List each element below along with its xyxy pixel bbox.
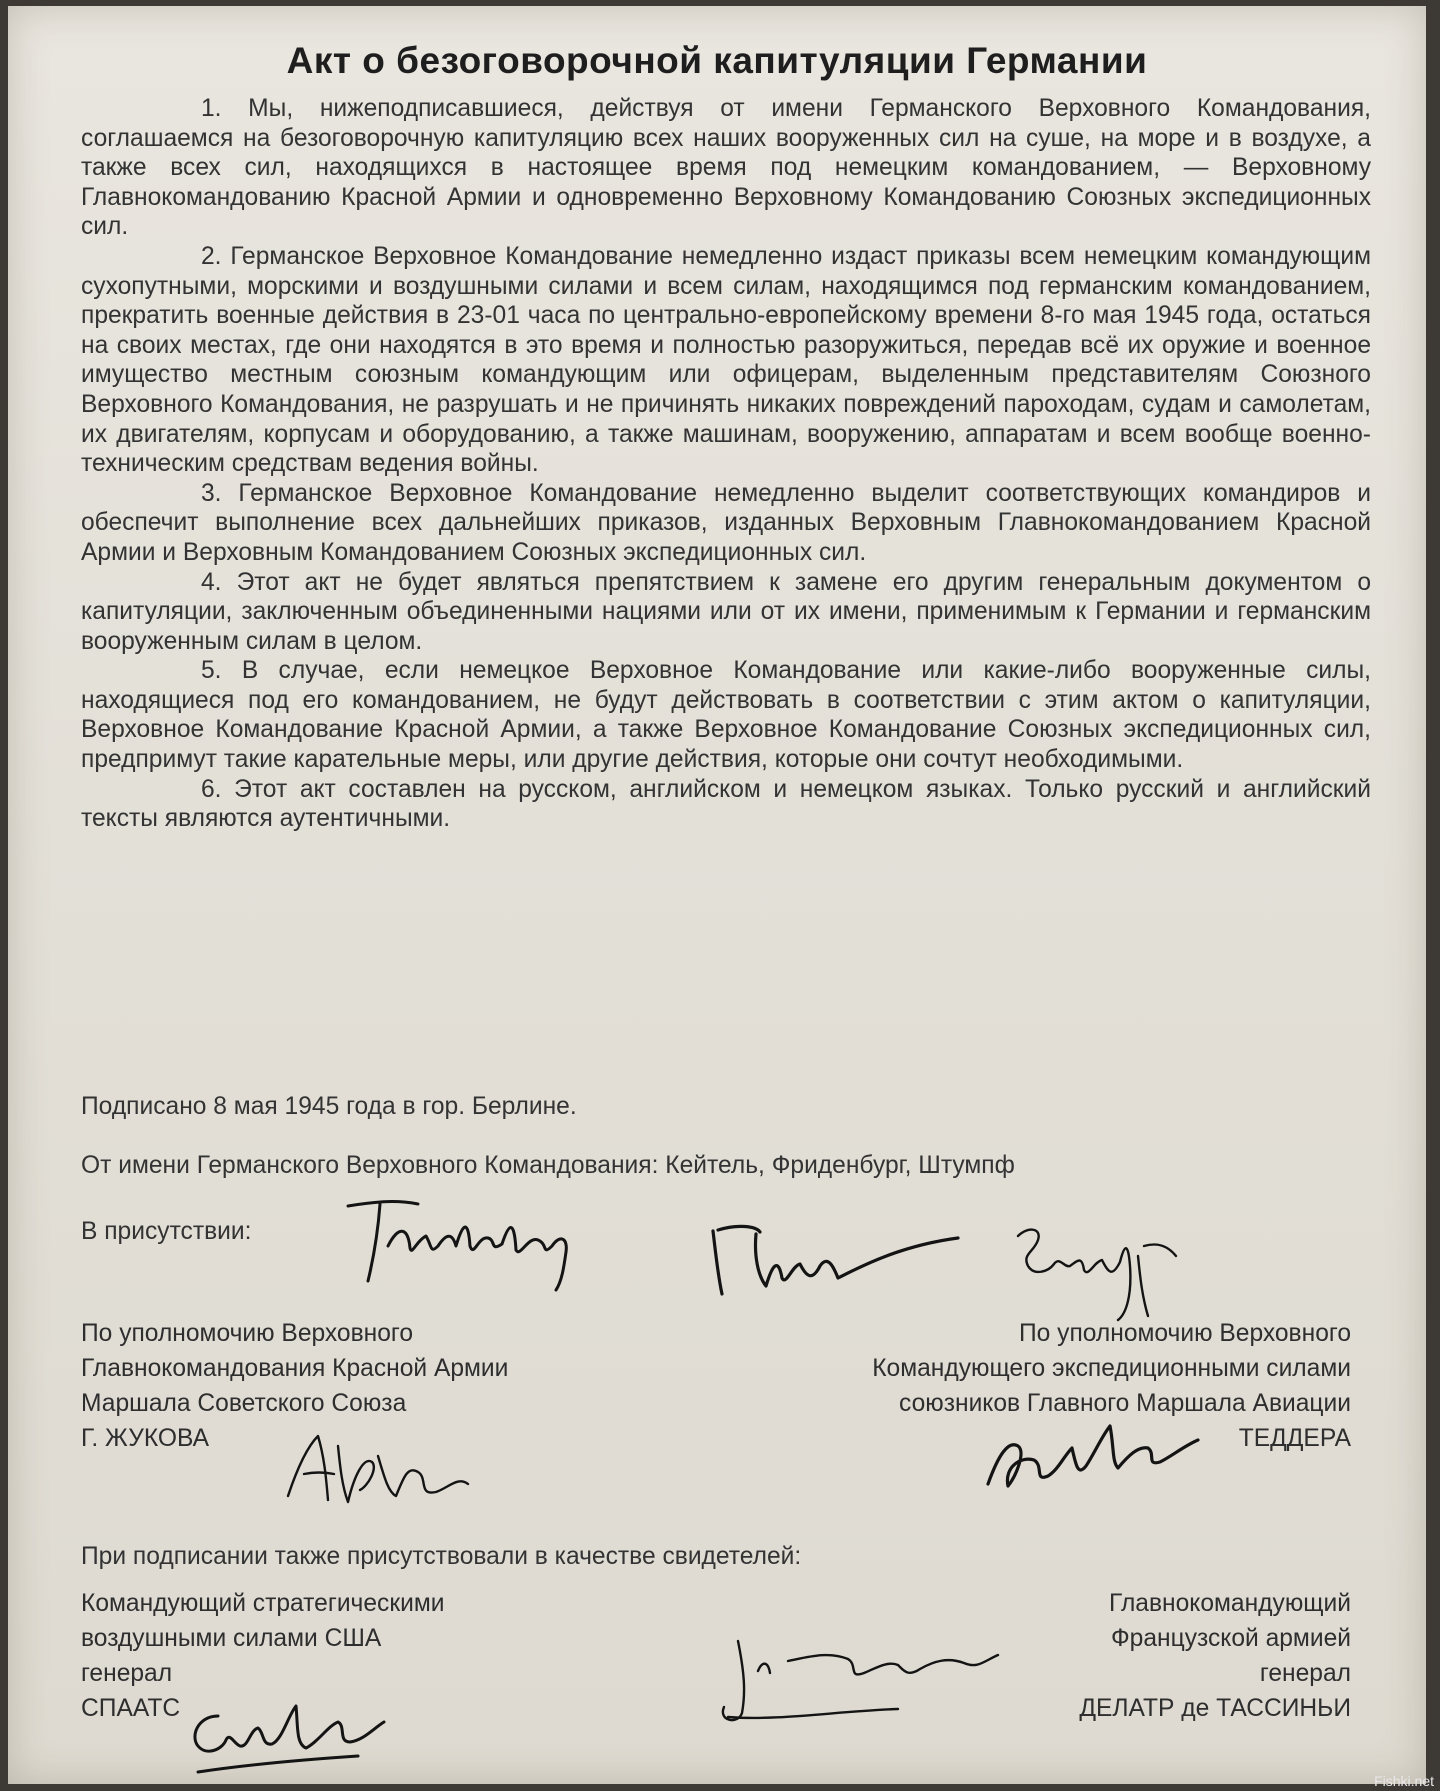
document-title: Акт о безоговорочной капитуляции Германии (286, 40, 1148, 81)
paragraph-3: 3. Германское Верховное Командование немедленно выделит соответствующих командиров и обеспечит выполнение всех дальнейших приказов, изданных Верховным Главнокомандованием Красной Армии и Верховным Командованием Союзных экспедиционных сил. (81, 479, 1371, 566)
witness-right-line-1: Главнокомандующий (1109, 1590, 1351, 1617)
witness-left-line-1: Командующий стратегическими (81, 1590, 445, 1617)
authority-right-line-1: По уполномочию Верховного (1018, 1320, 1351, 1347)
paragraph-5: 5. В случае, если немецкое Верховное Командование или какие-либо вооруженные силы, находящиеся под его командованием, не будут действовать в соответствии с этим актом о капитуляции, Верховное Командование Красной Армии, а также Верховное Командование Союзных экспедиционных сил, предпримут такие карательные меры, или другие действия, которые они сочтут необходимыми. (81, 657, 1371, 774)
paragraph-1: 1. Мы, нижеподписавшиеся, действуя от имени Германского Верховного Командования, соглашаемся на безоговорочную капитуляцию всех наших вооруженных сил на суше, на море и в воздухе, а также всех сил, находящихся в настоящее время под немецким командованием, — Верховному Главнокомандованию Красной Армии и одновременно Верховному Командованию Союзных экспедиционных сил. (81, 95, 1371, 241)
witness-left-line-3: генерал (81, 1660, 173, 1687)
witness-right-line-3: генерал (1259, 1660, 1351, 1687)
authority-left-line-4: Г. ЖУКОВА (81, 1425, 210, 1452)
keitel-signature (708, 1216, 968, 1301)
witness-left-line-4: СПААТС (81, 1695, 181, 1722)
tedder-signature (978, 1396, 1208, 1506)
de-lattre-signature (698, 1621, 1018, 1731)
authority-right-line-4: ТЕДДЕРА (1238, 1425, 1351, 1452)
stumpff-signature (1008, 1216, 1208, 1326)
on-behalf-line: От имени Германского Верховного Командования: Кейтель, Фриденбург, Штумпф (81, 1152, 1015, 1179)
paragraph-2: 2. Германское Верховное Командование немедленно издаст приказы всем немецким командующим сухопутными, морскими и воздушными силами и всем силам, находящимся под германским командованием, прекратить военные действия в 23-01 часа по центрально-европейскому времени 8-го мая 1945 года, остаться на своих местах, где они находятся в это время и полностью разоружиться, передав всё их оружие и военное имущество местным союзным командующим или офицерам, выделенным представителям Союзного Верховного Командования, не разрушать и не причинять никаких повреждений пароходам, судам и самолетам, их двигателям, корпусам и оборудованию, а также машинам, вооружению, аппаратам и всем вообще военно-техническим средствам ведения войны. (81, 242, 1371, 478)
witness-right-block (1079, 1586, 1351, 1726)
authority-left-line-2: Главнокомандования Красной Армии (81, 1355, 509, 1382)
presence-label: В присутствии: (81, 1218, 252, 1245)
authority-right-line-3: союзников Главного Маршала Авиации (899, 1390, 1351, 1417)
watermark: Fishki.net (1374, 1773, 1434, 1789)
spaatz-signature (178, 1686, 398, 1781)
authority-right-line-2: Командующего экспедиционными силами (872, 1355, 1351, 1382)
document-body (81, 94, 1371, 834)
authority-left-line-1: По уполномочию Верховного (81, 1320, 414, 1347)
authority-left-line-3: Маршала Советского Союза (81, 1390, 407, 1417)
signed-date-line: Подписано 8 мая 1945 года в гор. Берлине. (81, 1093, 577, 1120)
witness-right-line-4: ДЕЛАТР де ТАССИНЬИ (1079, 1695, 1351, 1722)
friedeburg-signature (338, 1186, 638, 1296)
witness-left-line-2: воздушными силами США (81, 1625, 382, 1652)
zhukov-signature (268, 1416, 498, 1516)
witnesses-line: При подписании также присутствовали в качестве свидетелей: (81, 1543, 802, 1570)
document-sheet (8, 6, 1426, 1784)
witness-right-line-2: Французской армией (1110, 1625, 1351, 1652)
paragraph-6: 6. Этот акт составлен на русском, английском и немецком языках. Только русский и английский тексты являются аутентичными. (81, 775, 1371, 833)
paragraph-4: 4. Этот акт не будет являться препятствием к замене его другим генеральным документом о капитуляции, заключенным объединенными нациями или от их имени, применимым к Германии и германским вооруженным силам в целом. (81, 568, 1371, 655)
